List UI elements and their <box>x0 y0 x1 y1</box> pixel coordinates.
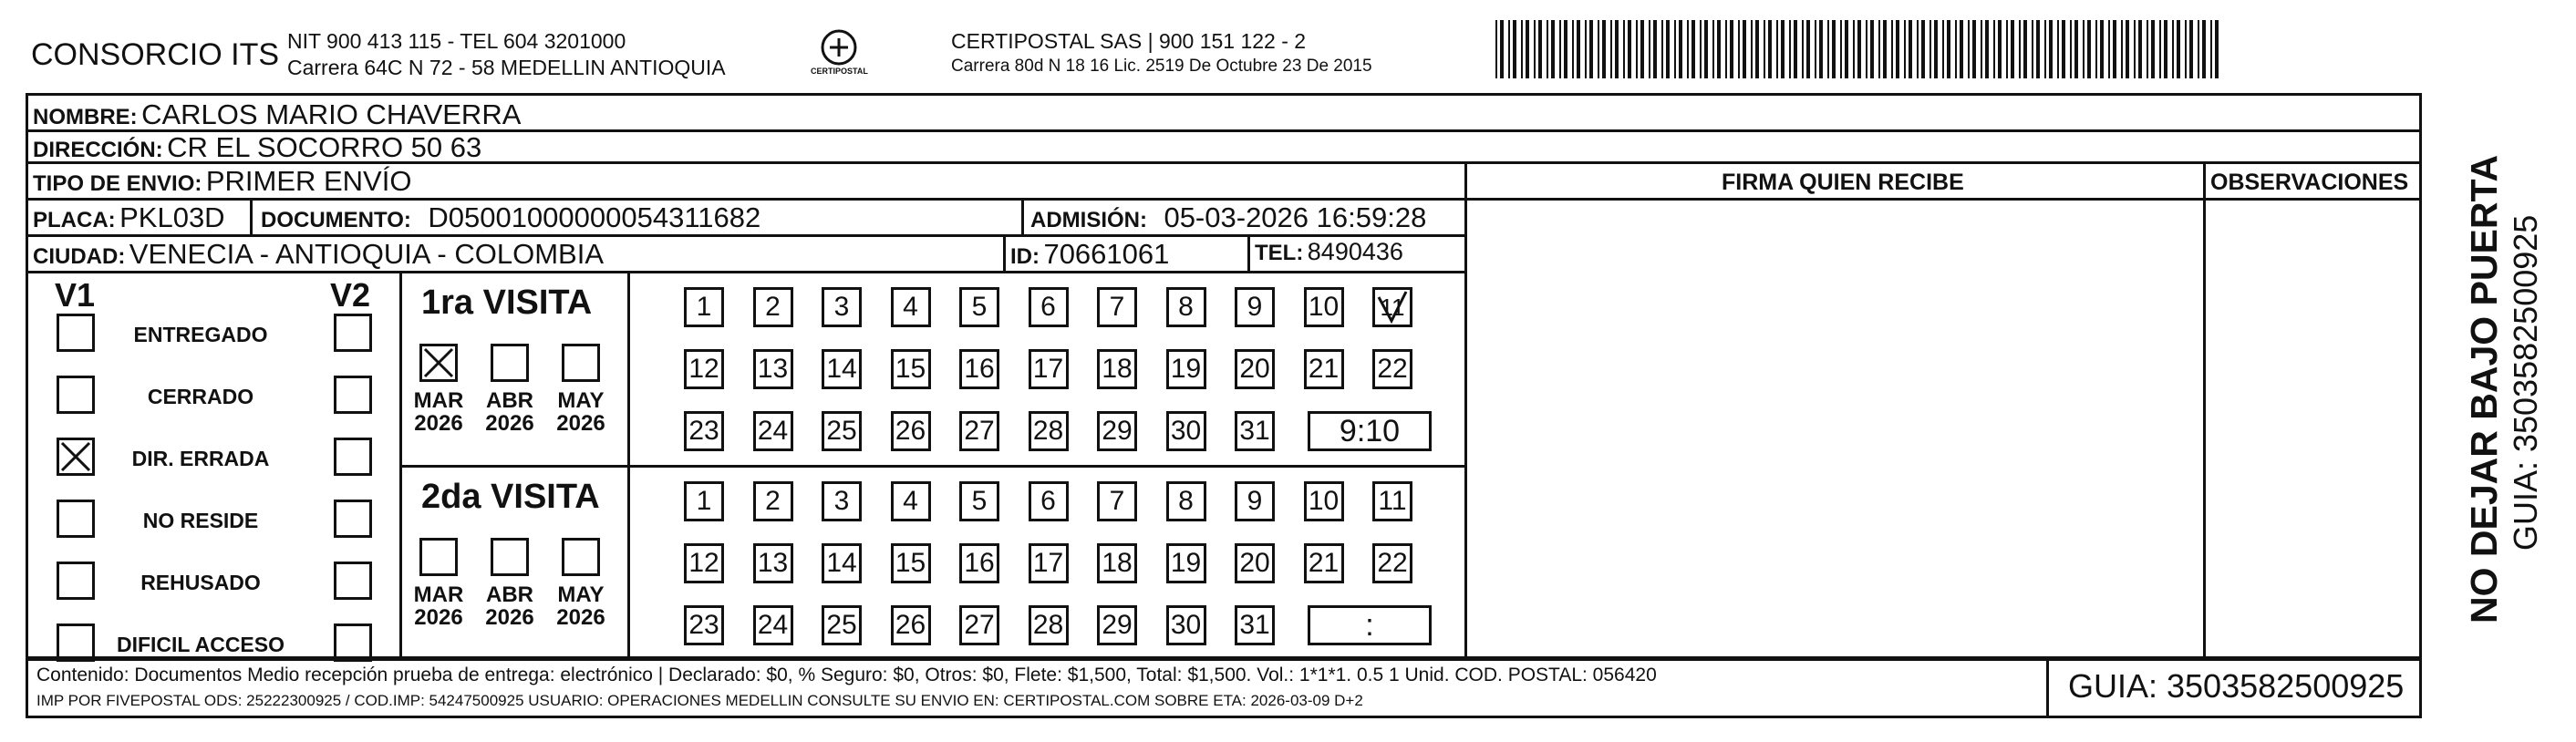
nombre-label: NOMBRE: <box>33 105 138 129</box>
barcode-bar <box>1883 20 1887 78</box>
day-box[interactable]: 10 <box>1304 481 1344 521</box>
barcode-bar <box>1526 20 1529 78</box>
day-box[interactable]: 5 <box>959 287 999 327</box>
day-box[interactable]: 12 <box>684 543 724 583</box>
barcode-bar <box>1687 20 1689 78</box>
month-label <box>553 583 609 629</box>
day-box[interactable]: 31 <box>1235 605 1275 645</box>
documento-label: DOCUMENTO: <box>261 208 411 232</box>
direccion-value: CR EL SOCORRO 50 63 <box>167 131 482 163</box>
admision-value: 05-03-2026 16:59:28 <box>1164 201 1427 233</box>
month-name: MAR <box>413 388 464 413</box>
barcode-bar <box>2087 20 2091 78</box>
month-name: MAY <box>557 582 605 607</box>
barcode-bar <box>1623 20 1625 78</box>
barcode-bar <box>1725 20 1727 78</box>
barcode-bar <box>1602 20 1606 78</box>
day-box[interactable]: 6 <box>1029 481 1069 521</box>
barcode-bar <box>1674 20 1676 78</box>
month-name: MAR <box>413 582 464 607</box>
month-label <box>410 583 467 629</box>
day-box[interactable]: 24 <box>753 411 793 451</box>
status-v1-checkbox[interactable] <box>57 500 95 538</box>
barcode-bar <box>1806 20 1810 78</box>
status-v2-checkbox[interactable] <box>334 438 372 476</box>
barcode-bar <box>2113 20 2116 78</box>
month-label <box>410 389 467 435</box>
barcode-bar <box>1628 20 1631 78</box>
certipostal-logo <box>807 26 871 89</box>
barcode-bar <box>1857 20 1861 78</box>
month-year: 2026 <box>556 605 605 631</box>
barcode-bar <box>1691 20 1695 78</box>
day-box[interactable]: 2 <box>753 287 793 327</box>
barcode-bar <box>2032 20 2033 78</box>
day-box[interactable]: 25 <box>822 411 862 451</box>
observaciones-header: OBSERVACIONES <box>2210 170 2409 195</box>
day-box[interactable]: 7 <box>1097 287 1137 327</box>
barcode-bar <box>2062 20 2065 78</box>
tipo-row <box>33 167 411 195</box>
barcode-bar <box>1819 20 1823 78</box>
firma-area[interactable] <box>1468 201 2202 656</box>
barcode-graphic <box>1495 20 2225 78</box>
barcode-bar <box>1679 20 1682 78</box>
day-box[interactable]: 1 <box>684 481 724 521</box>
day-box[interactable]: 3 <box>822 287 862 327</box>
barcode-bar <box>1972 20 1976 78</box>
barcode-bar <box>2044 20 2046 78</box>
v2-header: V2 <box>330 276 371 314</box>
month-label <box>481 583 538 629</box>
day-box[interactable]: 29 <box>1097 411 1137 451</box>
day-box[interactable]: 30 <box>1166 411 1206 451</box>
day-box[interactable]: 27 <box>959 411 999 451</box>
day-box[interactable]: 9 <box>1235 287 1275 327</box>
barcode-bar <box>1547 20 1548 78</box>
barcode-bar <box>2210 20 2212 78</box>
footer-guia: GUIA: 3503582500925 <box>2068 667 2405 705</box>
barcode-bar <box>1896 20 1899 78</box>
month-checkbox[interactable] <box>562 538 600 576</box>
barcode-bar <box>1585 20 1587 78</box>
barcode <box>1495 20 2225 78</box>
day-box[interactable]: 28 <box>1029 605 1069 645</box>
day-box[interactable]: 31 <box>1235 411 1275 451</box>
barcode-bar <box>1700 20 1702 78</box>
documento-row <box>261 203 760 232</box>
status-v1-checkbox[interactable] <box>57 438 95 476</box>
barcode-bar <box>1564 20 1567 78</box>
day-box[interactable]: 3 <box>822 481 862 521</box>
barcode-bar <box>1947 20 1950 78</box>
barcode-bar <box>1738 20 1740 78</box>
barcode-bar <box>1802 20 1804 78</box>
placa-label: PLACA: <box>33 208 116 232</box>
barcode-bar <box>1870 20 1874 78</box>
barcode-bar <box>2074 20 2078 78</box>
day-box[interactable]: 25 <box>822 605 862 645</box>
status-label: NO RESIDE <box>142 509 259 532</box>
barcode-bar <box>1649 20 1650 78</box>
barcode-bar <box>1929 20 1931 78</box>
tipo-value: PRIMER ENVÍO <box>205 165 412 197</box>
barcode-bar <box>1559 20 1561 78</box>
month-checkbox[interactable] <box>419 538 458 576</box>
day-box[interactable]: 8 <box>1166 287 1206 327</box>
status-label: DIFICIL ACCESO <box>116 633 284 656</box>
status-label: ENTREGADO <box>133 323 268 346</box>
visit-time-box[interactable]: 9:10 <box>1308 411 1432 451</box>
v1-header: V1 <box>55 276 96 314</box>
status-v1-checkbox[interactable] <box>57 314 95 352</box>
barcode-bar <box>2172 20 2174 78</box>
barcode-bar <box>1993 20 1995 78</box>
day-box[interactable]: 26 <box>891 605 931 645</box>
day-box[interactable]: 22 <box>1372 543 1412 583</box>
day-box[interactable]: 14 <box>822 349 862 389</box>
day-box[interactable]: 15 <box>891 543 931 583</box>
tel-label: TEL: <box>1255 241 1304 265</box>
barcode-bar <box>2049 20 2053 78</box>
barcode-bar <box>2177 20 2180 78</box>
nombre-row <box>33 100 521 129</box>
visit-title: 1ra VISITA <box>421 283 593 322</box>
barcode-bar <box>1538 20 1542 78</box>
documento-value: D05001000000054311682 <box>428 201 761 233</box>
observaciones-area[interactable] <box>2207 201 2421 656</box>
barcode-bar <box>2185 20 2187 78</box>
day-box[interactable]: 18 <box>1097 349 1137 389</box>
day-box[interactable]: 26 <box>891 411 931 451</box>
barcode-bar <box>1508 20 1510 78</box>
barcode-bar <box>1751 20 1753 78</box>
barcode-bar <box>1755 20 1759 78</box>
tel-row <box>1255 240 1403 264</box>
barcode-bar <box>1666 20 1670 78</box>
day-box[interactable]: 14 <box>822 543 862 583</box>
day-box[interactable]: 19 <box>1166 349 1206 389</box>
footer-contenido: Contenido: Documentos Medio recepción prueba de entrega: electrónico | Declarado: $0, % Seguro: $0, Otros: $0, Flete: $1,500, Total: $1,500. Vol.: 1*1*1. 0.5 1 Unid. COD. POSTAL: 056420 <box>36 665 1657 685</box>
barcode-bar <box>1513 20 1516 78</box>
barcode-bar <box>1712 20 1714 78</box>
barcode-bar <box>1832 20 1836 78</box>
day-box[interactable]: 21 <box>1304 543 1344 583</box>
day-box[interactable]: 22 <box>1372 349 1412 389</box>
id-row <box>1010 240 1169 268</box>
barcode-bar <box>2108 20 2110 78</box>
day-box[interactable]: 12 <box>684 349 724 389</box>
day-box[interactable]: 27 <box>959 605 999 645</box>
barcode-bar <box>1840 20 1842 78</box>
barcode-bar <box>1789 20 1791 78</box>
month-year: 2026 <box>485 411 534 437</box>
barcode-bar <box>1615 20 1619 78</box>
barcode-bar <box>1730 20 1733 78</box>
month-checkbox[interactable] <box>562 344 600 382</box>
day-box[interactable]: 17 <box>1029 349 1069 389</box>
barcode-bar <box>1704 20 1708 78</box>
month-name: ABR <box>486 582 533 607</box>
barcode-bar <box>2023 20 2027 78</box>
month-label <box>481 389 538 435</box>
barcode-bar <box>2164 20 2167 78</box>
status-v2-checkbox[interactable] <box>334 314 372 352</box>
barcode-bar <box>2121 20 2123 78</box>
day-box[interactable]: 10 <box>1304 287 1344 327</box>
id-label: ID: <box>1010 244 1040 269</box>
barcode-bar <box>1866 20 1867 78</box>
barcode-bar <box>2095 20 2097 78</box>
barcode-bar <box>2159 20 2161 78</box>
barcode-bar <box>2189 20 2193 78</box>
barcode-bar <box>1589 20 1593 78</box>
barcode-bar <box>1640 20 1644 78</box>
company-name: CONSORCIO ITS <box>31 37 280 72</box>
day-box[interactable]: 13 <box>753 543 793 583</box>
barcode-bar <box>1968 20 1970 78</box>
barcode-bar <box>2036 20 2040 78</box>
day-box[interactable]: 23 <box>684 411 724 451</box>
barcode-bar <box>1815 20 1816 78</box>
certipostal-logo-icon <box>807 26 871 89</box>
barcode-bar <box>1904 20 1906 78</box>
barcode-bar <box>1998 20 2002 78</box>
barcode-bar <box>1572 20 1574 78</box>
barcode-bar <box>1934 20 1938 78</box>
month-name: ABR <box>486 388 533 413</box>
barcode-bar <box>2006 20 2008 78</box>
day-box[interactable]: 23 <box>684 605 724 645</box>
barcode-bar <box>2100 20 2104 78</box>
month-checkbox[interactable] <box>419 344 458 382</box>
id-value: 70661061 <box>1043 238 1170 270</box>
status-v1-checkbox[interactable] <box>57 562 95 600</box>
carrier-name: CERTIPOSTAL SAS | 900 151 122 - 2 <box>951 29 1307 53</box>
day-box[interactable]: 19 <box>1166 543 1206 583</box>
day-box[interactable]: 13 <box>753 349 793 389</box>
barcode-bar <box>1636 20 1638 78</box>
ciudad-row <box>33 240 604 268</box>
barcode-bar <box>1661 20 1663 78</box>
barcode-bar <box>1955 20 1957 78</box>
status-v2-checkbox[interactable] <box>334 562 372 600</box>
tel-value: 8490436 <box>1307 238 1403 265</box>
company-address: Carrera 64C N 72 - 58 MEDELLIN ANTIOQUIA <box>287 56 726 79</box>
day-box[interactable]: 8 <box>1166 481 1206 521</box>
barcode-bar <box>1827 20 1829 78</box>
month-year: 2026 <box>414 411 463 437</box>
visit-title: 2da VISITA <box>421 478 600 516</box>
day-box[interactable]: 21 <box>1304 349 1344 389</box>
barcode-bar <box>1717 20 1721 78</box>
barcode-bar <box>2070 20 2072 78</box>
status-v1-checkbox[interactable] <box>57 376 95 414</box>
barcode-bar <box>1794 20 1797 78</box>
barcode-bar <box>2126 20 2129 78</box>
barcode-bar <box>1985 20 1989 78</box>
day-box[interactable]: 28 <box>1029 411 1069 451</box>
barcode-bar <box>1776 20 1778 78</box>
barcode-bar <box>2202 20 2206 78</box>
barcode-bar <box>1981 20 1982 78</box>
day-box[interactable]: 17 <box>1029 543 1069 583</box>
barcode-bar <box>1853 20 1855 78</box>
admision-row <box>1030 203 1426 232</box>
direccion-label: DIRECCIÓN: <box>33 138 163 162</box>
month-year: 2026 <box>414 605 463 631</box>
nombre-value: CARLOS MARIO CHAVERRA <box>141 98 522 130</box>
status-label: REHUSADO <box>140 571 261 594</box>
barcode-bar <box>1653 20 1657 78</box>
day-box[interactable]: 11 <box>1372 287 1412 327</box>
barcode-bar <box>1577 20 1580 78</box>
placa-value: PKL03D <box>119 201 225 233</box>
firma-header: FIRMA QUIEN RECIBE <box>1722 170 1964 195</box>
day-box[interactable]: 24 <box>753 605 793 645</box>
barcode-bar <box>2151 20 2155 78</box>
day-box[interactable]: 4 <box>891 287 931 327</box>
admision-label: ADMISIÓN: <box>1030 208 1147 232</box>
logo-text: CERTIPOSTAL <box>811 67 868 76</box>
month-year: 2026 <box>485 605 534 631</box>
day-box[interactable]: 1 <box>684 287 724 327</box>
month-checkbox[interactable] <box>491 344 529 382</box>
barcode-bar <box>1909 20 1912 78</box>
barcode-bar <box>1845 20 1848 78</box>
barcode-bar <box>2134 20 2136 78</box>
month-name: MAY <box>557 388 605 413</box>
day-box[interactable]: 7 <box>1097 481 1137 521</box>
month-label <box>553 389 609 435</box>
day-box[interactable]: 15 <box>891 349 931 389</box>
status-label: CERRADO <box>147 385 254 408</box>
side-no-dejar: NO DEJAR BAJO PUERTA <box>2463 154 2505 623</box>
carrier-license: Carrera 80d N 18 16 Lic. 2519 De Octubre 23 De 2015 <box>951 57 1372 76</box>
day-box[interactable]: 29 <box>1097 605 1137 645</box>
day-box[interactable]: 18 <box>1097 543 1137 583</box>
barcode-bar <box>1610 20 1612 78</box>
barcode-bar <box>1878 20 1880 78</box>
barcode-bar <box>2011 20 2014 78</box>
day-box[interactable]: 30 <box>1166 605 1206 645</box>
footer-imp: IMP POR FIVEPOSTAL ODS: 25222300925 / COD.IMP: 54247500925 USUARIO: OPERACIONES MEDELLIN CONSULTE SU ENVIO EN: CERTIPOSTAL.COM SOBRE ETA: 2026-03-09 D+2 <box>36 692 1363 709</box>
barcode-bar <box>1521 20 1523 78</box>
barcode-bar <box>1598 20 1599 78</box>
barcode-bar <box>1743 20 1746 78</box>
barcode-bar <box>1500 20 1504 78</box>
barcode-bar <box>1534 20 1536 78</box>
day-box[interactable]: 4 <box>891 481 931 521</box>
status-label: DIR. ERRADA <box>131 447 270 470</box>
month-checkbox[interactable] <box>491 538 529 576</box>
day-box[interactable]: 20 <box>1235 543 1275 583</box>
side-guia: GUIA: 3503582500925 <box>2507 214 2544 551</box>
barcode-bar <box>2083 20 2085 78</box>
barcode-bar <box>1942 20 1944 78</box>
day-box[interactable]: 16 <box>959 349 999 389</box>
day-box[interactable]: 11 <box>1372 481 1412 521</box>
visit-time-box[interactable]: : <box>1308 605 1432 645</box>
barcode-bar <box>2019 20 2021 78</box>
barcode-bar <box>2138 20 2142 78</box>
barcode-bar <box>1960 20 1963 78</box>
company-nit: NIT 900 413 115 - TEL 604 3201000 <box>287 29 626 53</box>
barcode-bar <box>2198 20 2199 78</box>
month-year: 2026 <box>556 411 605 437</box>
day-box[interactable]: 9 <box>1235 481 1275 521</box>
day-box[interactable]: 6 <box>1029 287 1069 327</box>
barcode-bar <box>2147 20 2148 78</box>
status-v2-checkbox[interactable] <box>334 376 372 414</box>
tipo-label: TIPO DE ENVIO: <box>33 171 202 196</box>
barcode-bar <box>1921 20 1925 78</box>
barcode-bar <box>1551 20 1555 78</box>
ciudad-value: VENECIA - ANTIOQUIA - COLOMBIA <box>129 238 604 270</box>
barcode-bar <box>1781 20 1785 78</box>
status-v2-checkbox[interactable] <box>334 500 372 538</box>
day-box[interactable]: 16 <box>959 543 999 583</box>
placa-row <box>33 203 225 232</box>
barcode-bar <box>1917 20 1919 78</box>
day-box[interactable]: 20 <box>1235 349 1275 389</box>
barcode-bar <box>1764 20 1765 78</box>
day-box[interactable]: 2 <box>753 481 793 521</box>
barcode-bar <box>1891 20 1893 78</box>
barcode-bar <box>2215 20 2219 78</box>
ciudad-label: CIUDAD: <box>33 244 126 269</box>
barcode-bar <box>2057 20 2059 78</box>
direccion-row <box>33 133 481 161</box>
day-box[interactable]: 5 <box>959 481 999 521</box>
barcode-bar <box>1768 20 1772 78</box>
barcode-bar <box>1495 20 1497 78</box>
